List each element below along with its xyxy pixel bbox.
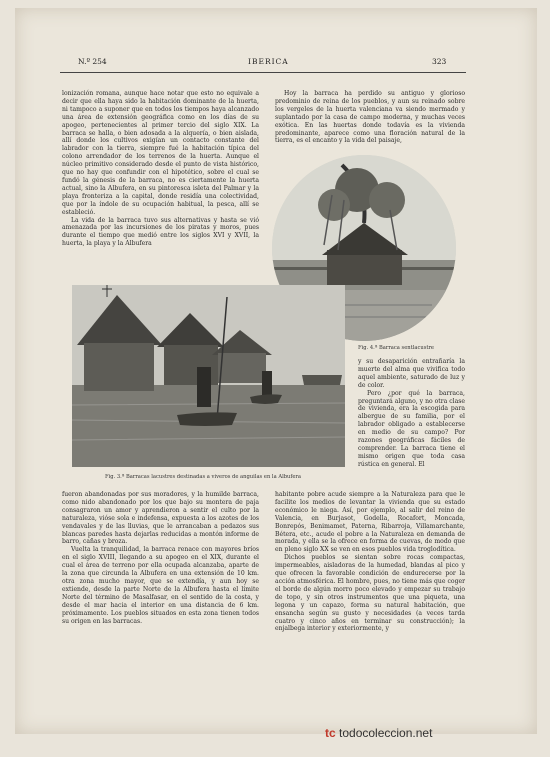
paragraph: habitante pobre acude siempre a la Naturaleza para que le facilite los medios de levantar la vivienda que su estado económico le niega. Así, por ejemplo, al salir del reino de Valencia, en Burjasot, Godella, Rocafort, Moncada, Bonrepós, Benimamet, Paterna, Ribarroja, Villamarchante, Bétera, etc., acude el pobre a la Naturaleza en demanda de morada, y ella se la ofrece en forma de cuevas, de modo que en pleno siglo XX se ven en esos pueblos vida troglodítica. xyxy=(275,491,465,554)
figure-3-caption: Fig. 3.ª Barracas lacustres destinadas a viveros de anguilas en la Albufera xyxy=(105,474,301,480)
paragraph: Vuelta la tranquilidad, la barraca renace con mayores bríos en el siglo XVIII, llegando a su apogeo en el XIX, durante el cual el área de terreno por ella ocupada alcanzaba, aparte de la zona que circunda la Albufera en una extensión de 10 km. otra zona mucho mayor, que se extendía, y aun hoy se extiende, desde la parte Norte de la Albufera hasta el límite Norte del término de Masalfasar, en el sentido de la costa, y desde el mar hacia el interior en una distancia de 6 km. próximamente. Los pueblos situados en esta zona tienen todos su origen en las barracas. xyxy=(62,546,259,625)
paragraph: lonización romana, aunque hace notar que esto no equivale a decir que ella haya sido la habitación dominante de la huerta, ni tampoco a suponer que en todos los tiempos haya alcanzado una área de extensión geográfica como en los días de su apogeo, pertenecientes al primer tercio del siglo XIX. La barraca se halla, o bien adosada a la alquería, o bien aislada, allí donde los cultivos exigían un contacto constante del labrador con la tierra, siempre fué la habitación típica del colono arrendador de los terrenos de la huerta. Aunque el núcleo primitivo considerado desde el punto de vista histórico, que no hay que confundir con el hipotético, sobre el cual se fundó la génesis de la barraca, no es ciertamente la huerta actual, sino la Albufera, en su pintoresca isleta del Palmar y la playa fronteriza a la capital, donde residía una colectividad, que por la índole de su ocupación habitual, la pesca, allí se estableció. xyxy=(62,90,259,216)
watermark xyxy=(325,726,432,740)
paragraph: fueron abandonadas por sus moradores, y la humilde barraca, como nido abandonado por los que bajo su montera de paja consagraron un amor y aprendieron a sentir el culto por la naturaleza, vióse sola e indefensa, expuesta a los azotes de los vendavales y de las lluvias, que le arrancaban a pedazos sus blancas paredes hasta dejarlas reducidas a montón informe de barro, cañas y broza. xyxy=(62,491,259,546)
left-column-top xyxy=(62,90,259,248)
header-rule xyxy=(60,72,466,73)
paragraph: y su desaparición entrañaría la muerte del alma que vivifica todo aquel ambiente, saturado de luz y de color. xyxy=(358,358,465,389)
paragraph: Pero ¿por qué la barraca, preguntará alguno, y no otra clase de vivienda, era la escogida para albergue de su familia, por el labrador obligado a establecerse en medio de su campo? Por razones geográficas fáciles de comprender. La barraca tiene el mismo origen que toda casa rústica en general. El xyxy=(358,389,465,468)
paragraph: Dichos pueblos se sientan sobre rocas compactas, impermeables, aisladoras de la humedad, blandas al pico y que ofrecen la favorable condición de endurecerse por la acción atmosférica. El hombre, pues, no tiene más que coger el borde de algún morro poco elevado y empezar su trabajo de topo, y sin otros instrumentos que una piqueta, una legona y un capazo, forma su natural habitación, que ensancha según su gusto y necesidades (a veces tarda cuatro y cinco años en terminar su construcción); la enjalbega interior y exteriormente, y xyxy=(275,554,465,633)
right-column-top xyxy=(275,90,465,145)
watermark-mark: tc xyxy=(325,726,336,740)
journal-title: IBERICA xyxy=(248,57,289,66)
paragraph: La vida de la barraca tuvo sus alternativas y hasta se vió amenazada por las incursiones de los piratas y moros, pues durante el tiempo que medió entre los siglos XVI y XVII, la huerta, la playa y la Albufera xyxy=(62,216,259,248)
running-header xyxy=(60,57,466,71)
right-column-bottom xyxy=(275,491,465,633)
issue-number: N.º 254 xyxy=(78,57,107,66)
figure-4-caption: Fig. 4.ª Barraca sentlacustre xyxy=(358,345,434,351)
left-column-bottom xyxy=(62,491,259,625)
photo-lake-barracas xyxy=(72,285,345,467)
page-number: 323 xyxy=(432,57,447,66)
watermark-text: todocoleccion.net xyxy=(339,726,433,740)
right-column-mid xyxy=(358,358,465,469)
paragraph: Hoy la barraca ha perdido su antiguo y glorioso predominio de reina de los pueblos, y aun su reinado sobre los vergeles de la huerta valenciana va siendo mermado y suplantado por la casa de campo moderna, y muchas veces exótica. En las huertas donde todavía es la vivienda predominante, aparece como una floración natural de la tierra, es el encanto y la vida del paisaje, xyxy=(275,90,465,145)
